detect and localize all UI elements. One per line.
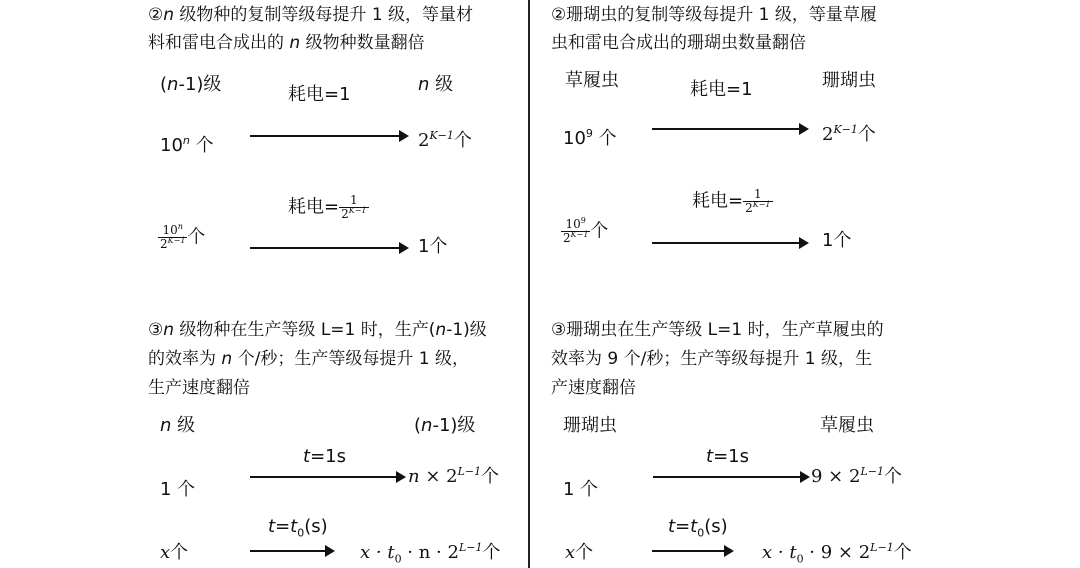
right-diag1-result2: 1个	[822, 230, 852, 251]
left-para2-line2: 料和雷电合成出的 n 级物种数量翻倍	[148, 33, 425, 53]
right-diag2-count1: 1 个	[563, 479, 599, 500]
left-para3-line1: ③n 级物种在生产等级 L=1 时，生产(n-1)级	[148, 320, 487, 340]
right-diag1-count-to: $2^{K-1}$个	[822, 123, 876, 145]
right-diag2-from-label: 珊瑚虫	[563, 415, 617, 436]
left-diag2-time1: t=1s	[303, 446, 346, 467]
right-diag2-arrow1	[653, 476, 801, 478]
right-diag2-to-label: 草履虫	[820, 415, 874, 436]
right-diag2-time1: t=1s	[706, 446, 749, 467]
left-diag1-arrow2	[250, 247, 400, 249]
right-diag2-count2: x个	[565, 542, 594, 563]
left-diag2-result2: $x \cdot t_0 \cdot n \cdot 2^{L-1}$个	[360, 541, 501, 566]
left-diag2-to-label: (n-1)级	[414, 415, 476, 436]
right-para3-line1: ③珊瑚虫在生产等级 L=1 时，生产草履虫的	[551, 320, 884, 340]
left-diag1-from-label: (n-1)级	[160, 74, 222, 95]
right-para2-line1: ②珊瑚虫的复制等级每提升 1 级，等量草履	[551, 5, 877, 25]
left-diag1-cost1: 耗电=1	[288, 84, 351, 105]
left-diag1-to-label: n 级	[418, 74, 454, 95]
left-diag2-count1: 1 个	[160, 479, 196, 500]
right-para2-line2: 虫和雷电合成出的珊瑚虫数量翻倍	[551, 33, 806, 53]
right-para3-line3: 产速度翻倍	[551, 378, 636, 398]
right-diag1-to-label: 珊瑚虫	[822, 70, 876, 91]
right-diag2-time2: $t=t_0(s)$	[668, 516, 728, 540]
left-diag2-arrow1	[250, 476, 397, 478]
left-diag1-count-from: 10$^n$ 个	[160, 134, 214, 156]
right-diag1-cost2: 耗电= $\frac{1}{2^{K-1}}$	[692, 187, 771, 215]
right-diag2-arrow2	[652, 550, 725, 552]
right-diag1-arrow1	[652, 128, 800, 130]
left-diag1-frac-count: $\frac{10^n}{2^{K-1}}$ 个	[160, 222, 206, 251]
left-para2-line1: ②n 级物种的复制等级每提升 1 级，等量材	[148, 5, 474, 25]
left-diag1-cost2: 耗电= $\frac{1}{2^{K-1}}$	[288, 193, 367, 221]
right-para3-line2: 效率为 9 个/秒；生产等级每提升 1 级，生	[551, 349, 872, 369]
right-diag1-arrow2	[652, 242, 800, 244]
left-diag2-count2: x个	[160, 542, 189, 563]
left-diag1-arrow1	[250, 135, 400, 137]
right-diag1-from-label: 草履虫	[565, 70, 619, 91]
right-diag2-result1: $9 \times 2^{L-1}$个	[811, 465, 902, 487]
right-diag1-cost1: 耗电=1	[690, 79, 753, 100]
left-diag1-count-to: $2^{K-1}$个	[418, 129, 472, 151]
left-diag1-result2: 1个	[418, 236, 448, 257]
left-para3-line2: 的效率为 n 个/秒；生产等级每提升 1 级，	[148, 349, 469, 369]
right-diag2-result2: $x \cdot t_0 \cdot 9 \times 2^{L-1}$个	[762, 541, 912, 566]
left-diag2-time2: $t=t_0(s)$	[268, 516, 328, 540]
column-divider	[528, 0, 530, 568]
left-diag2-result1: $n \times 2^{L-1}$个	[408, 465, 500, 487]
right-diag1-count-from: $10^9$ 个	[563, 127, 617, 149]
left-diag2-from-label: n 级	[160, 415, 196, 436]
left-diag2-arrow2	[250, 550, 326, 552]
left-para3-line3: 生产速度翻倍	[148, 378, 250, 398]
right-diag1-frac-count: $\frac{10^9}{2^{K-1}}$ 个	[563, 216, 609, 245]
